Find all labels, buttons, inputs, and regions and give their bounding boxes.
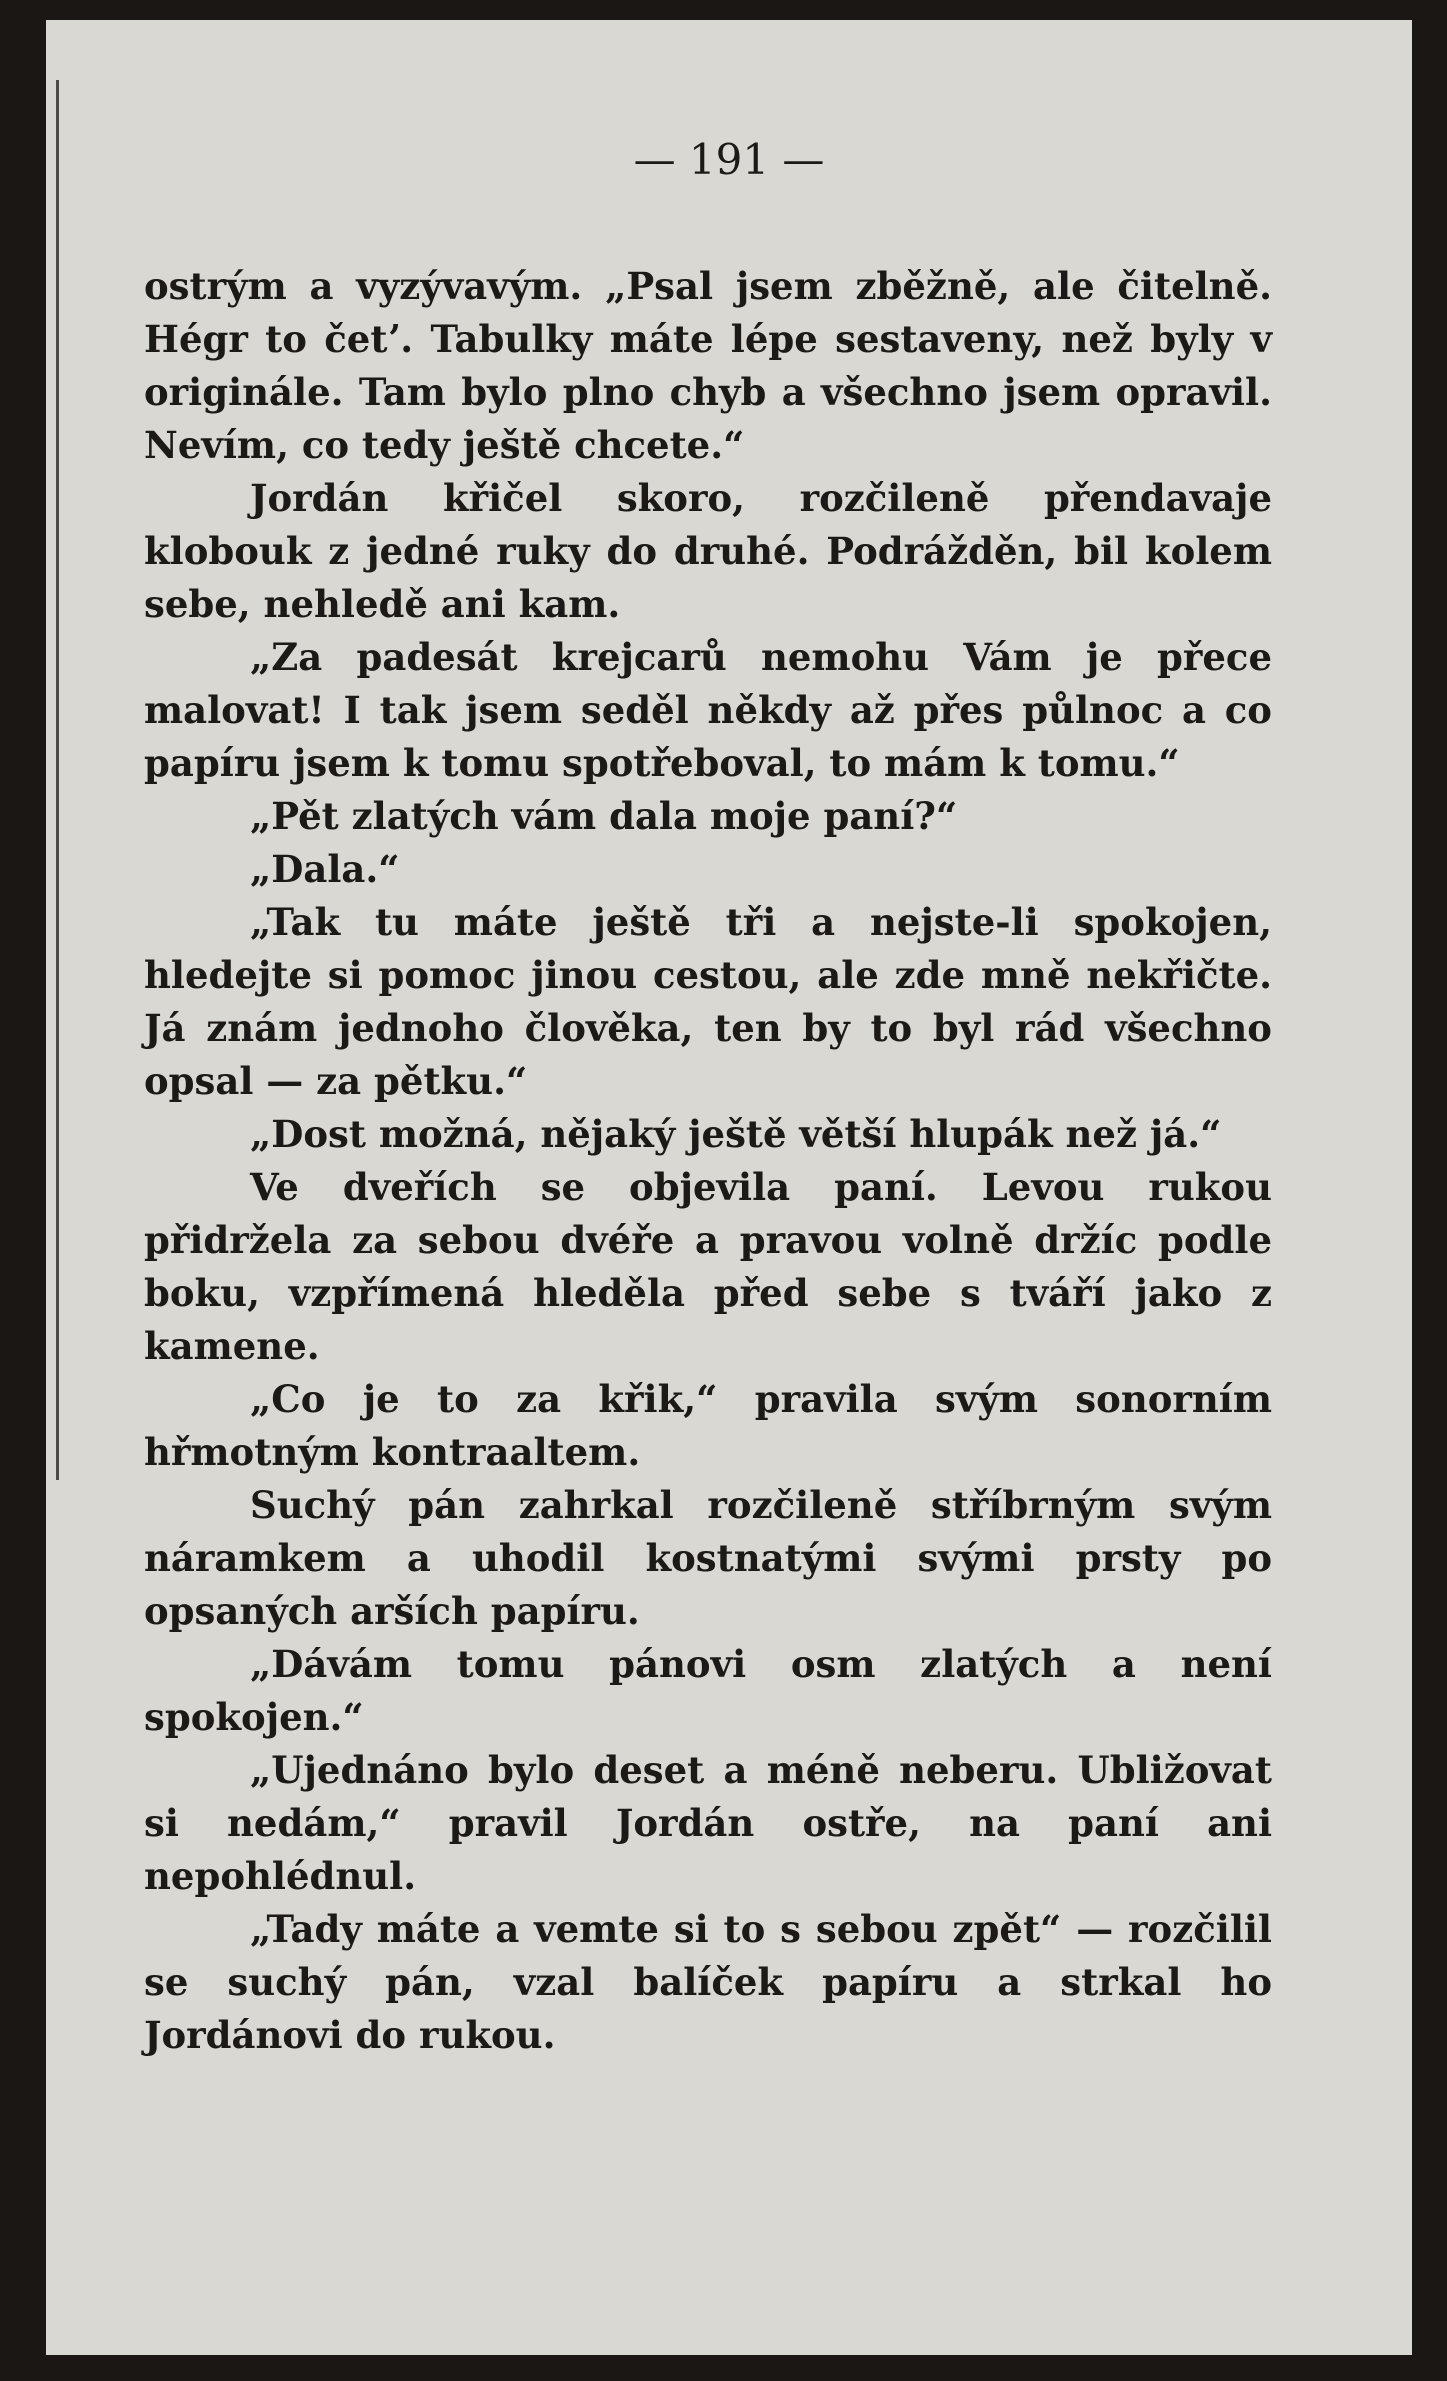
paragraph: „Co je to za křik,“ pravila svým sonorním hřmotným kontraaltem.	[144, 1377, 1272, 1474]
paragraph: „Pět zlatých vám dala moje paní?“	[250, 794, 958, 838]
paragraph: „Ujednáno bylo deset a méně neberu. Ubližovat si nedám,“ pravil Jordán ostře, na paní ani nepohlédnul.	[144, 1748, 1272, 1898]
paragraph: Suchý pán zahrkal rozčileně stříbrným svým náramkem a uhodil kostnatými svými prsty po opsaných arších papíru.	[144, 1483, 1272, 1633]
paragraph: „Tady máte a vemte si to s sebou zpět“ — rozčilil se suchý pán, vzal balíček papíru a strkal ho Jordánovi do rukou.	[144, 1907, 1272, 2057]
paragraph: „Dávám tomu pánovi osm zlatých a není spokojen.“	[144, 1642, 1272, 1739]
paragraph: ostrým a vyzývavým. „Psal jsem zběžně, ale čitelně. Hégr to četʼ. Tabulky máte lépe sestaveny, než byly v originále. Tam bylo plno chyb a všechno jsem opravil. Nevím, co tedy ještě chcete.“	[144, 264, 1272, 467]
binding-edge	[56, 80, 59, 1480]
book-page	[46, 20, 1412, 2355]
paragraph: „Dala.“	[250, 847, 400, 891]
page-number: — 191 —	[633, 135, 825, 184]
paragraph: Jordán křičel skoro, rozčileně přendavaje klobouk z jedné ruky do druhé. Podrážděn, bil kolem sebe, nehledě ani kam.	[144, 476, 1272, 626]
body-text	[144, 260, 1272, 2062]
paragraph: „Dost možná, nějaký ještě větší hlupák než já.“	[250, 1112, 1222, 1156]
paragraph: „Za padesát krejcarů nemohu Vám je přece malovat! I tak jsem seděl někdy až přes půlnoc a co papíru jsem k tomu spotřeboval, to mám k tomu.“	[144, 635, 1272, 785]
paragraph: „Tak tu máte ještě tři a nejste-li spokojen, hledejte si pomoc jinou cestou, ale zde mně nekřičte. Já znám jednoho člověka, ten by to byl rád všechno opsal — za pětku.“	[144, 900, 1272, 1103]
paragraph: Ve dveřích se objevila paní. Levou rukou přidržela za sebou dvéře a pravou volně držíc podle boku, vzpřímená hleděla před sebe s tváří jako z kamene.	[144, 1165, 1272, 1368]
